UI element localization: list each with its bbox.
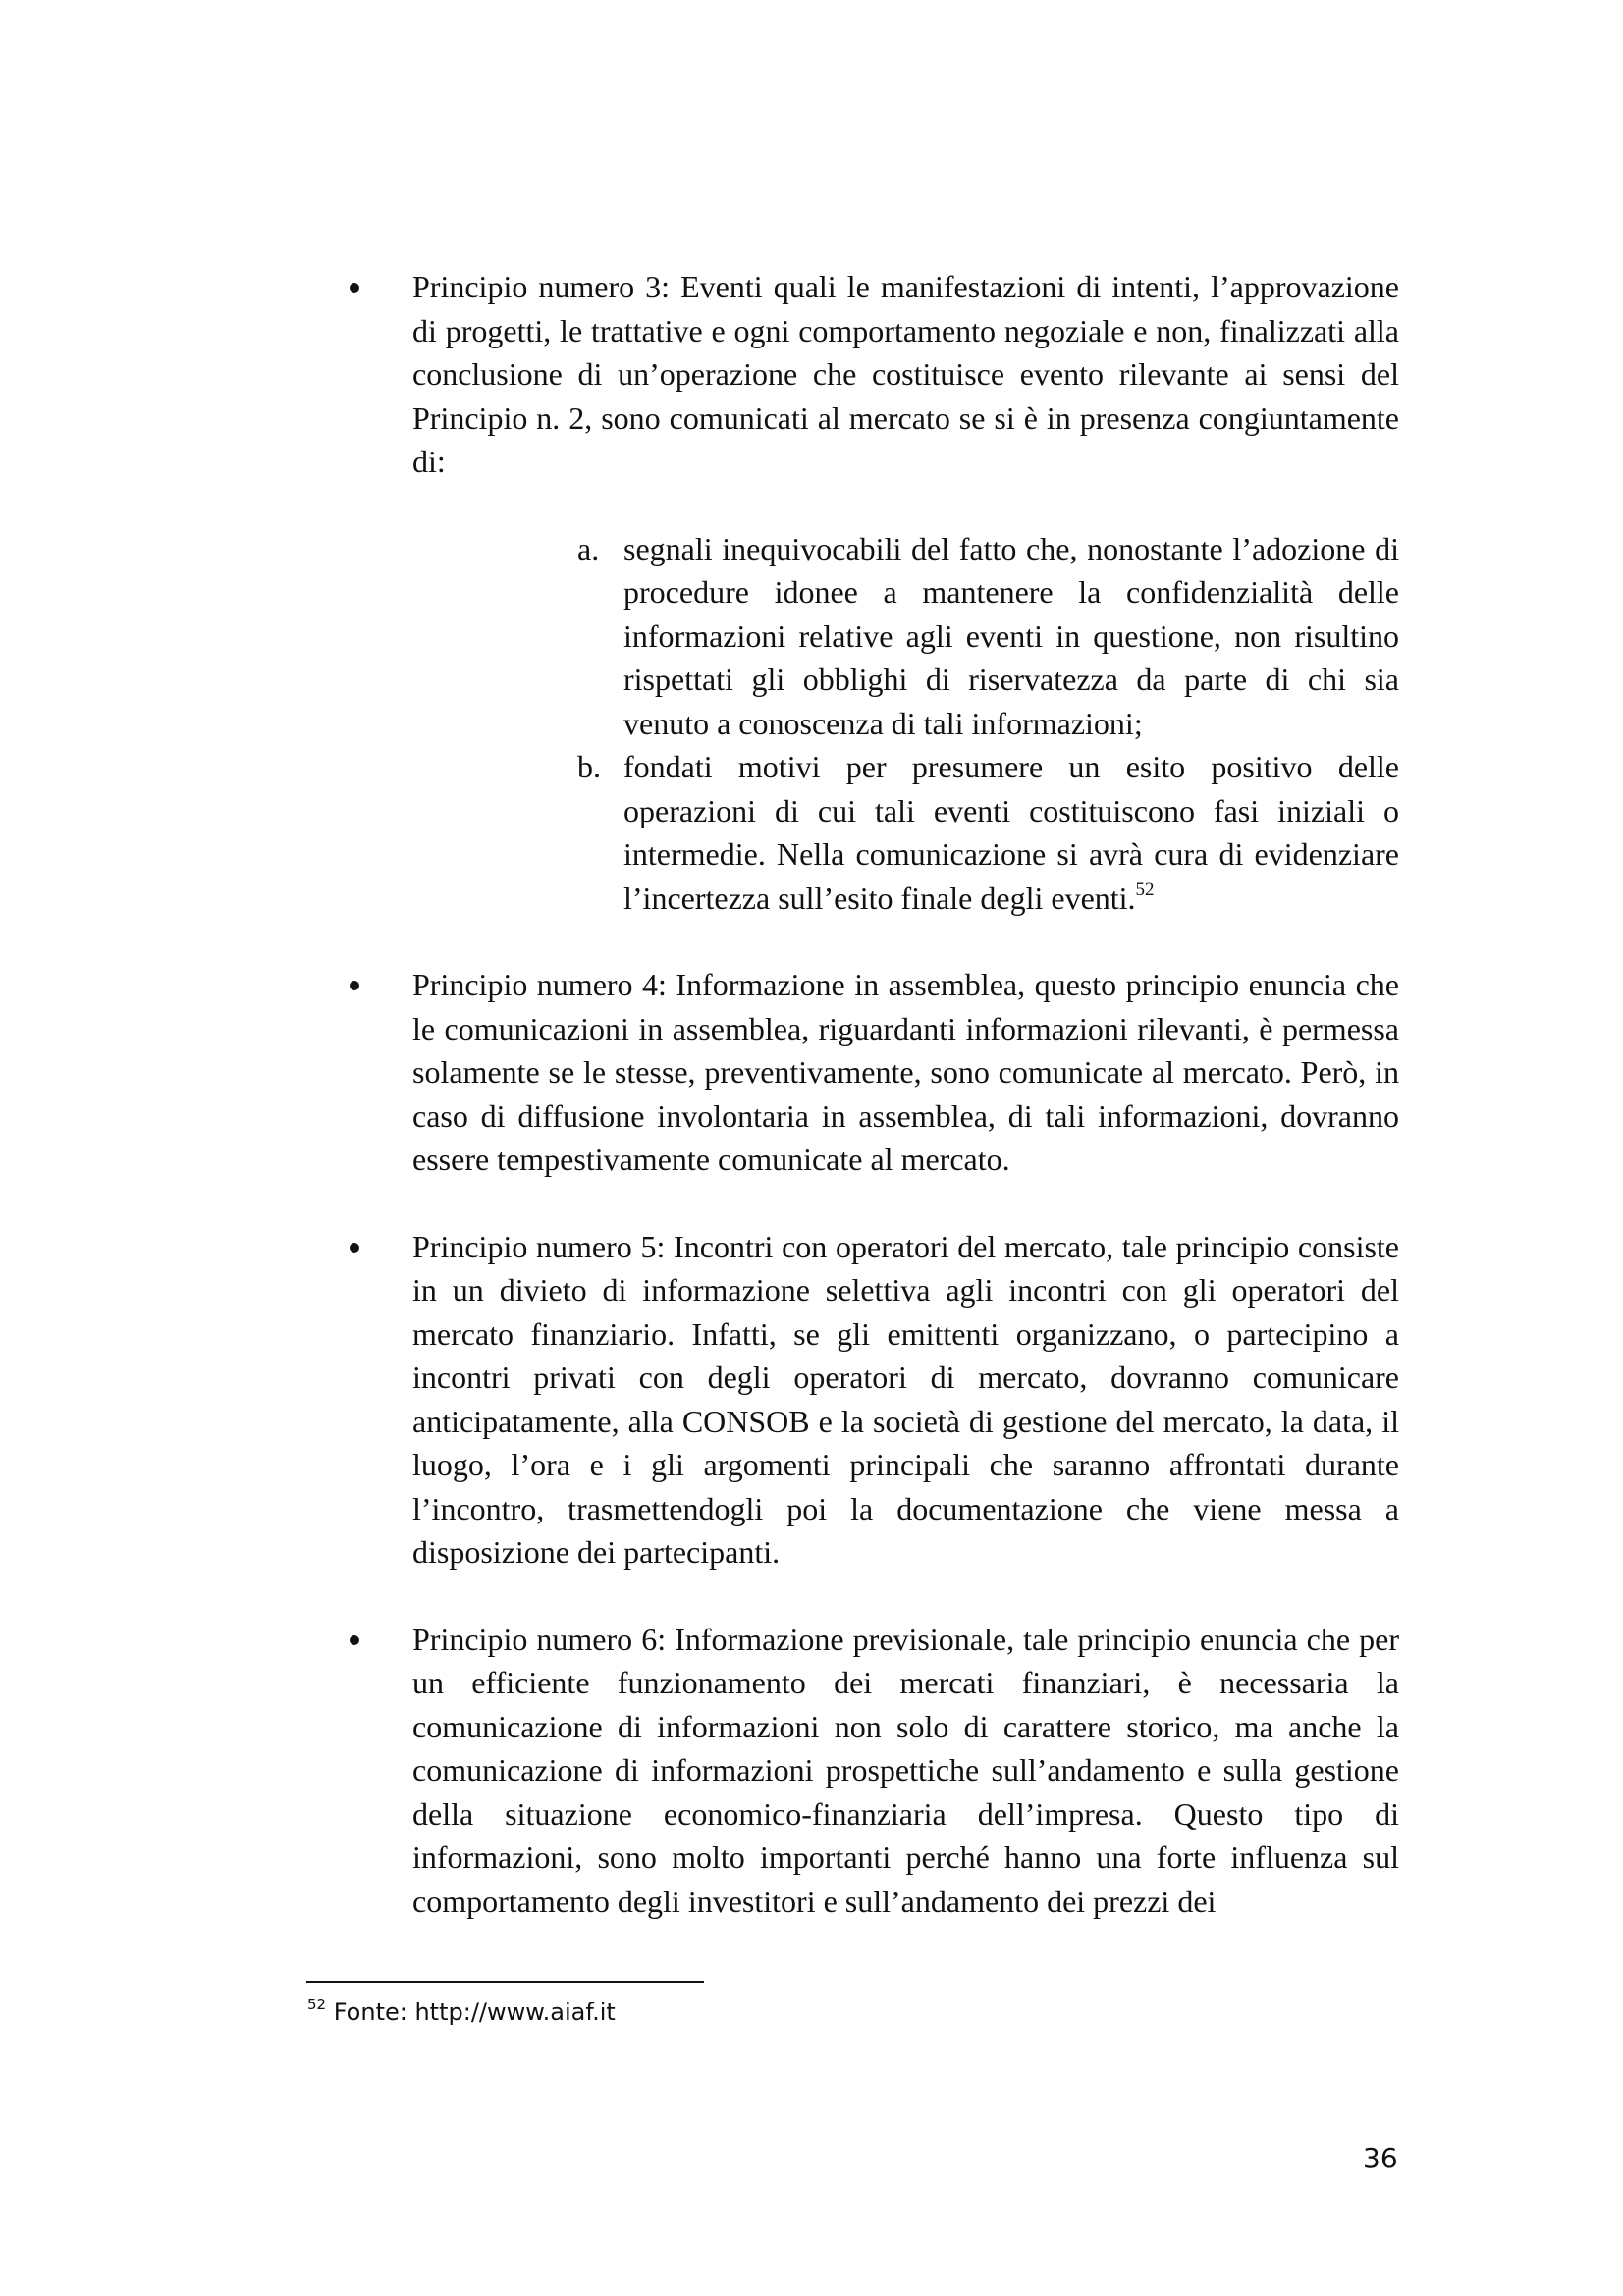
principle-3-text: Principio numero 3: Eventi quali le manifestazioni di intenti, l’approvazione di progetti, le trattative e ogni comportamento negoziale e non, finalizzati alla conclusione di un’operazione che costituisce evento rilevante ai sensi del Principio n. 2, sono comunicati al mercato se si è in presenza congiuntamente di:: [412, 269, 1399, 479]
main-text: [344, 265, 1399, 1923]
principle-3: [344, 265, 1399, 920]
list-marker: b.: [577, 749, 601, 784]
principle-6-text: Principio numero 6: Informazione previsionale, tale principio enuncia che per un efficiente funzionamento dei mercati finanziari, è necessaria la comunicazione di informazioni non solo di carattere storico, ma anche la comunicazione di informazioni prospettiche sull’andamento e sulla gestione della situazione economico-finanziaria dell’impresa. Questo tipo di informazioni, sono molto importanti perché hanno una forte influenza sul comportamento degli investitori e sull’andamento dei prezzi dei: [412, 1621, 1399, 1919]
principle-4-text: Principio numero 4: Informazione in assemblea, questo principio enuncia che le comunicazioni in assemblea, riguardanti informazioni rilevanti, è permessa solamente se le stesse, preventivamente, sono comunicate al mercato. Però, in caso di diffusione involontaria in assemblea, di tali informazioni, dovranno essere tempestivamente comunicate al mercato.: [412, 967, 1399, 1177]
principle-5: [344, 1225, 1399, 1575]
principle-4: [344, 963, 1399, 1182]
condition-list: [412, 527, 1399, 921]
principle-6: [344, 1618, 1399, 1924]
list-marker: a.: [577, 530, 600, 566]
condition-a-text: segnali inequivocabili del fatto che, nonostante l’adozione di procedure idonee a mantenere la confidenzialità delle informazioni relative agli eventi in questione, non risultino rispettati gli obblighi di riservatezza da parte di chi sia venuto a conoscenza di tali informazioni;: [623, 530, 1399, 741]
condition-a: [412, 527, 1399, 746]
footnote-reference[interactable]: 52: [1135, 879, 1155, 900]
footnote: [307, 1996, 616, 2026]
bullet-icon: [350, 981, 359, 990]
footnote-text: Fonte: http://www.aiaf.it: [333, 1999, 616, 2026]
footnote-number: 52: [307, 1996, 327, 2013]
bullet-icon: [350, 283, 359, 293]
page-number: 36: [1363, 2142, 1398, 2174]
condition-b: [412, 745, 1399, 920]
principle-5-text: Principio numero 5: Incontri con operatori del mercato, tale principio consiste in un divieto di informazione selettiva agli incontri con gli operatori del mercato finanziario. Infatti, se gli emittenti organizzano, o partecipino a incontri privati con degli operatori di mercato, dovranno comunicare anticipatamente, alla CONSOB e la società di gestione del mercato, la data, il luogo, l’ora e i gli argomenti principali che saranno affrontati durante l’incontro, trasmettendogli poi la documentazione che viene messa a disposizione dei partecipanti.: [412, 1228, 1399, 1570]
condition-b-text: fondati motivi per presumere un esito positivo delle operazioni di cui tali eventi costituiscono fasi iniziali o intermedie. Nella comunicazione si avrà cura di evidenziare l’incertezza sull’esito finale degli eventi.: [623, 749, 1399, 916]
bullet-icon: [350, 1635, 359, 1645]
footnote-separator: [306, 1981, 704, 1983]
bullet-icon: [350, 1243, 359, 1253]
